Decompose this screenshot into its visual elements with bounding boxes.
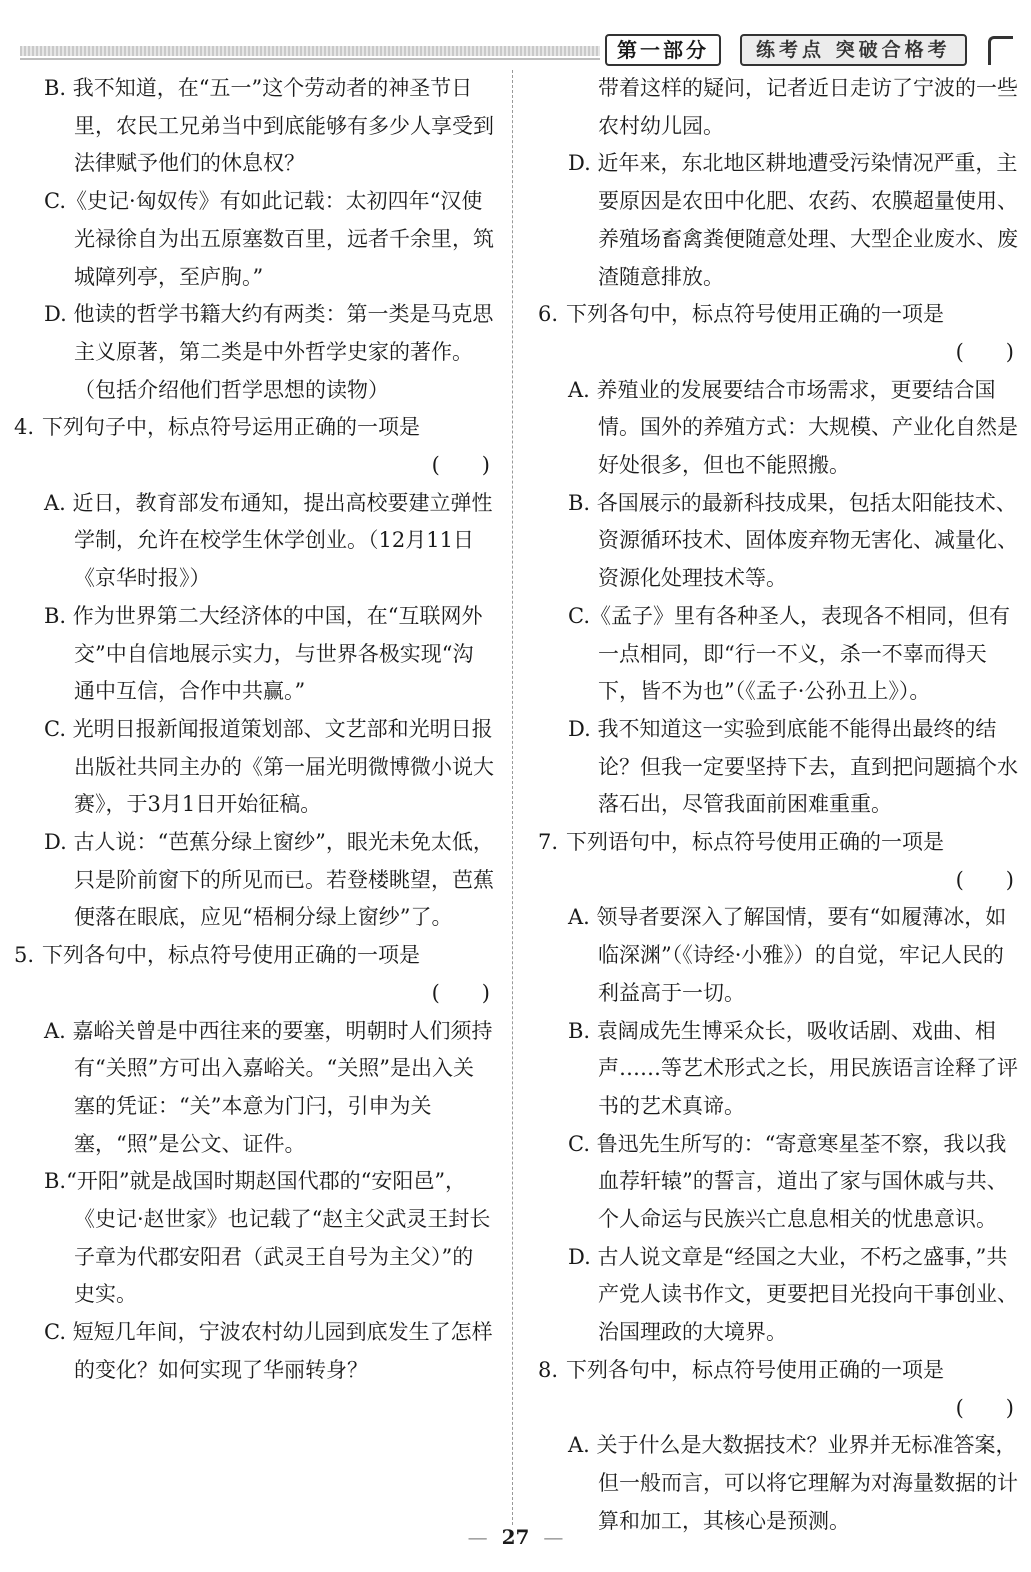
question-stem <box>14 409 494 447</box>
answer-option: D. 近年来，东北地区耕地遭受污染情况严重，主要原因是农田中化肥、农药、农膜超量使用、养殖场畜禽粪便随意处理、大型企业废水、废渣随意排放。 <box>568 151 1018 289</box>
corner-bracket-icon <box>988 36 1013 65</box>
question-number: 7. <box>538 830 559 855</box>
question-text: 下列各句中，标点符号使用正确的一项是 <box>566 1357 944 1382</box>
answer-option: C.《孟子》里有各种圣人，表现各不相同，但有一点相同，即“行一不义，杀一不辜而得天下，皆不为也”（《孟子·公孙丑上》）。 <box>568 603 1010 704</box>
answer-option: B. 作为世界第二大经济体的中国，在“互联网外交”中自信地展示实力，与世界各极实现“沟通中互信，合作中共赢。” <box>44 603 483 704</box>
answer-option: A. 关于什么是大数据技术？业界并无标准答案，但一般而言，可以将它理解为对海量数据的计算和加工，其核心是预测。 <box>568 1433 1018 1533</box>
answer-option: D. 他读的哲学书籍大约有两类：第一类是马克思主义原著，第二类是中外哲学史家的著作。（包括介绍他们哲学思想的读物） <box>44 302 494 402</box>
answer-blank: ( ) <box>431 980 490 1005</box>
answer-option: B. 我不知道，在“五一”这个劳动者的神圣节日里，农民工兄弟当中到底能够有多少人享受到法律赋予他们的休息权？ <box>44 76 494 176</box>
question-number: 6. <box>538 302 559 327</box>
section-subtitle: 练考点 突破合格考 <box>740 34 967 66</box>
answer-option: B. 各国展示的最新科技成果，包括太阳能技术、资源循环技术、固体废弃物无害化、减量化、资源化处理技术等。 <box>568 490 1018 591</box>
answer-option: B.“开阳”就是战国时期赵国代郡的“安阳邑”，《史记·赵世家》也记载了“赵主父武灵王封长子章为代郡安阳君（武灵王自号为主父）”的史实。 <box>44 1169 491 1307</box>
header-rule <box>20 58 600 60</box>
footer-dash-left: — <box>467 1525 488 1549</box>
question-stem <box>538 296 1018 334</box>
header-hatched-bar <box>20 46 600 56</box>
question-text: 下列各句中，标点符号使用正确的一项是 <box>566 302 944 327</box>
answer-option: A. 领导者要深入了解国情，要有“如履薄冰，如临深渊”（《诗经·小雅》）的自觉，牢记人民的利益高于一切。 <box>568 905 1007 1005</box>
right-column <box>538 70 1018 1540</box>
answer-option: C. 鲁迅先生所写的：“寄意寒星荃不察，我以我血荐轩辕”的誓言，道出了家与国休戚与共、个人命运与民族兴亡息息相关的忧患意识。 <box>568 1131 1008 1232</box>
question-text: 下列各句中，标点符号使用正确的一项是 <box>42 943 420 968</box>
answer-option: A. 近日，教育部发布通知，提出高校要建立弹性学制，允许在校学生休学创业。（12月11日《京华时报》） <box>44 490 493 591</box>
question-number: 4. <box>14 415 35 440</box>
answer-option: A. 养殖业的发展要结合市场需求，更要结合国情。国外的养殖方式：大规模、产业化自然是好处很多，但也不能照搬。 <box>568 377 1018 478</box>
answer-blank: ( ) <box>431 453 490 478</box>
question-stem <box>538 1352 1018 1390</box>
footer-dash-right: — <box>543 1525 564 1549</box>
answer-option: C. 短短几年间，宁波农村幼儿园到底发生了怎样的变化？如何实现了华丽转身？ <box>44 1320 493 1382</box>
question-stem <box>14 937 494 975</box>
column-divider <box>512 70 513 1525</box>
answer-blank: ( ) <box>955 339 1014 364</box>
page-footer <box>0 1525 1031 1549</box>
section-label: 第一部分 <box>605 34 721 66</box>
answer-option: D. 古人说：“芭蕉分绿上窗纱”，眼光未免太低，只是阶前窗下的所见而已。若登楼眺望，芭蕉便落在眼底，应见“梧桐分绿上窗纱”了。 <box>44 830 494 930</box>
question-number: 8. <box>538 1357 559 1382</box>
option-continuation: 带着这样的疑问，记者近日走访了宁波的一些农村幼儿园。 <box>598 76 1018 138</box>
page-number: 27 <box>501 1525 530 1549</box>
answer-blank: ( ) <box>955 867 1014 892</box>
question-text: 下列句子中，标点符号运用正确的一项是 <box>42 415 420 440</box>
answer-blank: ( ) <box>955 1395 1014 1420</box>
answer-option: C. 光明日报新闻报道策划部、文艺部和光明日报出版社共同主办的《第一届光明微博微小说大赛》，于3月1日开始征稿。 <box>44 716 494 817</box>
left-column <box>14 70 494 1390</box>
question-number: 5. <box>14 943 35 968</box>
answer-option: A. 嘉峪关曾是中西往来的要塞，明朝时人们须持有“关照”方可出入嘉峪关。“关照”是出入关塞的凭证：“关”本意为门闩，引申为关塞，“照”是公文、证件。 <box>44 1018 493 1156</box>
question-stem <box>538 824 1018 862</box>
answer-option: B. 袁阔成先生博采众长，吸收话剧、戏曲、相声……等艺术形式之长，用民族语言诠释了评书的艺术真谛。 <box>568 1018 1018 1118</box>
page-header <box>20 34 1020 64</box>
answer-option: C.《史记·匈奴传》有如此记载：太初四年“汉使光禄徐自为出五原塞数百里，远者千余里，筑城障列亭，至庐朐。” <box>44 189 494 289</box>
answer-option: D. 我不知道这一实验到底能不能得出最终的结论？但我一定要坚持下去，直到把问题搞个水落石出，尽管我面前困难重重。 <box>568 716 1018 817</box>
answer-option: D. 古人说文章是“经国之大业，不朽之盛事，”共产党人读书作文，更要把目光投向干事创业、治国理政的大境界。 <box>568 1244 1018 1345</box>
question-text: 下列语句中，标点符号使用正确的一项是 <box>566 830 944 855</box>
